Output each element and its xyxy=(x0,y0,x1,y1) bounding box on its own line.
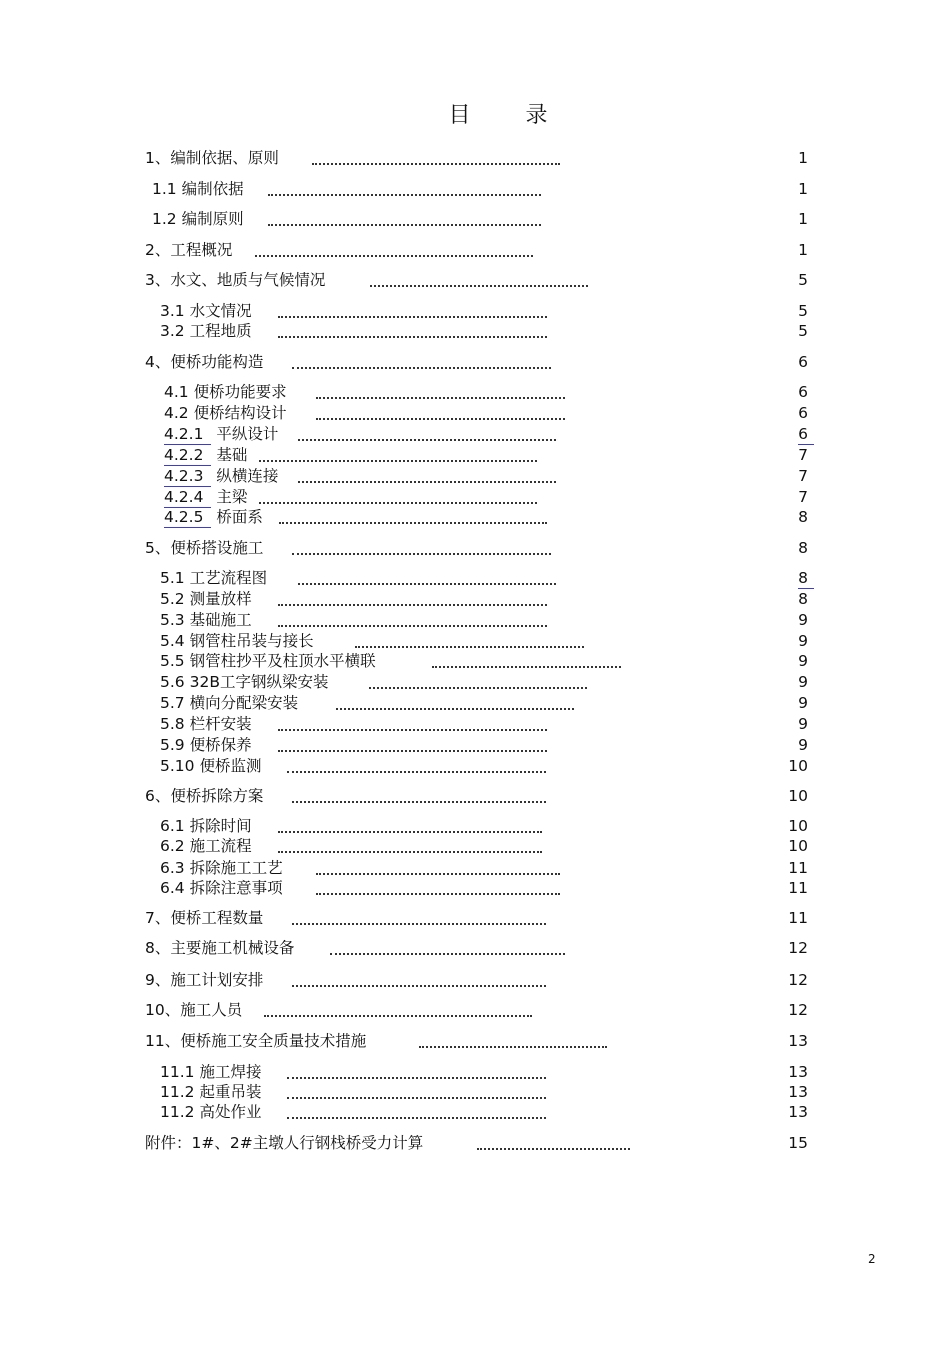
toc-entry-number: 5、 xyxy=(145,539,171,557)
toc-entry-text: 拆除时间 xyxy=(189,817,252,835)
toc-page-number: 7 xyxy=(798,467,808,485)
toc-entry-number: 4.2.3 xyxy=(164,466,211,487)
toc-entry[interactable] xyxy=(0,507,950,527)
toc-entry-text: 基础施工 xyxy=(189,611,252,629)
toc-page-number: 12 xyxy=(788,971,808,989)
toc-entry[interactable] xyxy=(0,424,950,444)
toc-entry[interactable] xyxy=(0,908,950,928)
toc-entry-label xyxy=(160,878,283,898)
toc-entry-label xyxy=(160,1062,261,1082)
toc-page-number: 12 xyxy=(788,1001,808,1019)
toc-dot-leader xyxy=(278,717,547,731)
toc-entry-label xyxy=(164,487,247,508)
toc-entry-text: 施工计划安排 xyxy=(170,971,264,989)
toc-entry-label xyxy=(145,352,263,372)
toc-page-number: 12 xyxy=(788,939,808,957)
toc-dot-leader xyxy=(292,541,551,555)
toc-dot-leader xyxy=(259,490,537,504)
toc-entry[interactable] xyxy=(0,714,950,734)
toc-page-number: 6 xyxy=(798,353,808,371)
toc-entry[interactable] xyxy=(0,878,950,898)
toc-entry-text: 便桥施工安全质量技术措施 xyxy=(180,1032,367,1050)
toc-page-number: 1 xyxy=(798,210,808,228)
toc-page-number: 9 xyxy=(798,694,808,712)
toc-page-number: 5 xyxy=(798,271,808,289)
toc-entry-text: 工程地质 xyxy=(189,322,252,340)
toc-entry[interactable] xyxy=(0,589,950,609)
toc-entry-text: 工艺流程图 xyxy=(189,569,268,587)
toc-dot-leader xyxy=(292,973,546,987)
toc-entry-text: 起重吊装 xyxy=(199,1083,262,1101)
toc-entry-label xyxy=(152,209,244,229)
toc-entry[interactable] xyxy=(0,693,950,713)
toc-entry[interactable] xyxy=(0,445,950,465)
toc-page-number: 10 xyxy=(788,837,808,855)
toc-page-number: 9 xyxy=(798,715,808,733)
toc-entry-text: 施工焊接 xyxy=(199,1063,262,1081)
toc-entry-number: 2、 xyxy=(145,241,171,259)
toc-dot-leader xyxy=(268,182,541,196)
toc-page-number: 13 xyxy=(788,1063,808,1081)
toc-entry-text: 拆除注意事项 xyxy=(189,879,283,897)
toc-page-number: 9 xyxy=(798,652,808,670)
toc-entry-label xyxy=(160,672,328,692)
toc-entry-number: 5.7 xyxy=(160,694,185,712)
toc-page-number: 10 xyxy=(788,757,808,775)
toc-entry-number: 4.2.5 xyxy=(164,507,211,528)
toc-dot-leader xyxy=(268,212,541,226)
toc-entry[interactable] xyxy=(0,786,950,806)
toc-entry[interactable] xyxy=(0,858,950,878)
toc-entry-label xyxy=(145,970,263,990)
toc-entry-text: 高处作业 xyxy=(199,1103,262,1121)
toc-entry-number: 5.5 xyxy=(160,652,185,670)
toc-page-number: 9 xyxy=(798,611,808,629)
toc-page-number: 7 xyxy=(798,488,808,506)
toc-entry-number: 11.1 xyxy=(160,1063,195,1081)
toc-entry-text: 水文、地质与气候情况 xyxy=(170,271,326,289)
toc-dot-leader xyxy=(259,448,537,462)
toc-dot-leader xyxy=(312,151,560,165)
toc-title: 目 录 xyxy=(448,103,572,128)
toc-entry-number: 6、 xyxy=(145,787,171,805)
toc-entry[interactable] xyxy=(0,466,950,486)
toc-entry[interactable] xyxy=(0,816,950,836)
toc-dot-leader xyxy=(278,738,547,752)
toc-dot-leader xyxy=(298,571,556,585)
toc-page-number: 1 xyxy=(798,180,808,198)
toc-dot-leader xyxy=(287,1085,546,1099)
toc-entry-text: 32B工字钢纵梁安装 xyxy=(189,673,329,691)
toc-entry-text: 便桥结构设计 xyxy=(193,404,287,422)
toc-dot-leader xyxy=(287,759,546,773)
toc-entry-label xyxy=(145,908,263,928)
toc-entry[interactable] xyxy=(0,756,950,776)
toc-entry-number: 3.2 xyxy=(160,322,185,340)
toc-entry-number: 4.2.2 xyxy=(164,445,211,466)
toc-entry-text: 编制依据、原则 xyxy=(170,149,279,167)
toc-page-number: 7 xyxy=(798,446,808,464)
toc-page-number: 9 xyxy=(798,736,808,754)
toc-entry-number: 10、 xyxy=(145,1001,181,1019)
toc-entry-text: 拆除施工工艺 xyxy=(189,859,283,877)
toc-page-number: 1 xyxy=(798,241,808,259)
toc-entry-label xyxy=(160,756,261,776)
toc-page-number: 8 xyxy=(798,568,814,589)
toc-entry-text: 便桥功能构造 xyxy=(170,353,264,371)
toc-page-number: 5 xyxy=(798,322,808,340)
toc-entry-text: 栏杆安装 xyxy=(189,715,252,733)
toc-dot-leader xyxy=(316,881,560,895)
toc-dot-leader xyxy=(330,941,565,955)
toc-entry-text: 便桥搭设施工 xyxy=(170,539,264,557)
toc-page-number: 11 xyxy=(788,859,808,877)
toc-dot-leader xyxy=(292,355,551,369)
toc-entry-number: 1、 xyxy=(145,149,171,167)
toc-entry[interactable] xyxy=(0,1031,950,1051)
toc-dot-leader xyxy=(355,634,584,648)
toc-dot-leader xyxy=(278,592,547,606)
toc-entry-number: 5.9 xyxy=(160,736,185,754)
toc-dot-leader xyxy=(419,1034,607,1048)
toc-entry-label xyxy=(160,651,376,671)
toc-dot-leader xyxy=(278,324,547,338)
toc-dot-leader xyxy=(287,1065,546,1079)
toc-page-number: 10 xyxy=(788,817,808,835)
toc-entry-label xyxy=(160,301,252,321)
toc-entry-number: 11.2 xyxy=(160,1083,195,1101)
toc-entry[interactable] xyxy=(0,938,950,958)
toc-entry[interactable] xyxy=(0,672,950,692)
toc-entry-text: 便桥拆除方案 xyxy=(170,787,264,805)
toc-entry-text: 便桥监测 xyxy=(199,757,262,775)
toc-page-number: 11 xyxy=(788,879,808,897)
toc-entry-label xyxy=(145,538,263,558)
toc-entry-number: 5.2 xyxy=(160,590,185,608)
toc-dot-leader xyxy=(278,819,542,833)
toc-entry-label xyxy=(145,786,263,806)
toc-entry[interactable] xyxy=(0,836,950,856)
toc-entry-text: 主梁 xyxy=(216,488,248,506)
toc-entry-number: 5.6 xyxy=(160,673,185,691)
toc-entry-label xyxy=(160,1102,261,1122)
toc-entry-label xyxy=(164,403,287,423)
toc-entry[interactable] xyxy=(0,568,950,588)
toc-entry[interactable] xyxy=(0,321,950,341)
toc-entry[interactable] xyxy=(0,1102,950,1122)
toc-page-number: 9 xyxy=(798,673,808,691)
toc-entry-label xyxy=(164,445,247,466)
toc-entry-label xyxy=(160,858,283,878)
toc-entry-text: 1#、2#主墩人行钢栈桥受力计算 xyxy=(191,1134,424,1152)
toc-dot-leader xyxy=(292,789,546,803)
toc-entry-text: 便桥工程数量 xyxy=(170,909,264,927)
toc-entry-label xyxy=(160,714,252,734)
toc-dot-leader xyxy=(287,1105,546,1119)
toc-entry-label xyxy=(160,836,252,856)
toc-entry-number: 3、 xyxy=(145,271,171,289)
toc-page-number: 8 xyxy=(798,590,808,608)
toc-entry-number: 7、 xyxy=(145,909,171,927)
toc-entry[interactable] xyxy=(0,1082,950,1102)
toc-entry[interactable] xyxy=(0,487,950,507)
toc-entry-number: 11.2 xyxy=(160,1103,195,1121)
toc-entry[interactable] xyxy=(0,538,950,558)
toc-entry-text: 水文情况 xyxy=(189,302,252,320)
toc-entry[interactable] xyxy=(0,270,950,290)
toc-entry-label xyxy=(164,507,263,528)
toc-entry-text: 纵横连接 xyxy=(216,467,279,485)
toc-entry[interactable] xyxy=(0,651,950,671)
toc-entry-text: 测量放样 xyxy=(189,590,252,608)
toc-page-number: 5 xyxy=(798,302,808,320)
toc-dot-leader xyxy=(292,911,546,925)
toc-dot-leader xyxy=(279,510,547,524)
toc-entry-label xyxy=(152,179,244,199)
toc-entry-label xyxy=(145,938,294,958)
toc-entry-text: 桥面系 xyxy=(216,508,263,526)
toc-entry-text: 施工流程 xyxy=(189,837,252,855)
toc-page-number: 1 xyxy=(798,149,808,167)
toc-entry-text: 基础 xyxy=(216,446,248,464)
toc-entry[interactable] xyxy=(0,179,950,199)
toc-page-number: 15 xyxy=(788,1134,808,1152)
toc-entry-number: 3.1 xyxy=(160,302,185,320)
toc-entry-number: 4.2.4 xyxy=(164,487,211,508)
toc-entry-text: 便桥功能要求 xyxy=(193,383,287,401)
toc-entry[interactable] xyxy=(0,209,950,229)
toc-entry[interactable] xyxy=(0,1000,950,1020)
toc-page-number: 8 xyxy=(798,508,808,526)
toc-page-number: 6 xyxy=(798,383,808,401)
toc-dot-leader xyxy=(336,696,574,710)
toc-entry-label xyxy=(160,589,252,609)
toc-entry[interactable] xyxy=(0,301,950,321)
toc-entry[interactable] xyxy=(0,735,950,755)
toc-page-number: 6 xyxy=(798,404,808,422)
toc-entry-text: 钢管柱吊装与接长 xyxy=(189,632,314,650)
toc-dot-leader xyxy=(255,243,533,257)
toc-dot-leader xyxy=(316,861,560,875)
toc-dot-leader xyxy=(264,1003,532,1017)
toc-dot-leader xyxy=(316,385,565,399)
toc-page-number: 9 xyxy=(798,632,808,650)
toc-entry-label xyxy=(145,240,232,260)
toc-entry-text: 平纵设计 xyxy=(216,425,279,443)
toc-dot-leader xyxy=(369,675,587,689)
toc-dot-leader xyxy=(298,469,556,483)
toc-dot-leader xyxy=(477,1136,630,1150)
toc-dot-leader xyxy=(316,406,565,420)
toc-page-number: 13 xyxy=(788,1032,808,1050)
toc-dot-leader xyxy=(298,427,556,441)
toc-entry-label xyxy=(160,693,298,713)
toc-entry-number: 11、 xyxy=(145,1032,181,1050)
toc-entry[interactable] xyxy=(0,631,950,651)
toc-entry[interactable] xyxy=(0,382,950,402)
toc-page-number: 13 xyxy=(788,1103,808,1121)
toc-entry-number: 6.3 xyxy=(160,859,185,877)
toc-entry-label xyxy=(145,1000,242,1020)
toc-entry-text: 工程概况 xyxy=(170,241,233,259)
toc-entry[interactable] xyxy=(0,610,950,630)
toc-entry-text: 编制依据 xyxy=(181,180,244,198)
toc-entry-label xyxy=(160,735,252,755)
toc-entry-number: 6.2 xyxy=(160,837,185,855)
toc-entry-text: 横向分配梁安装 xyxy=(189,694,299,712)
page-number: 2 xyxy=(868,1252,876,1266)
toc-entry-number: 5.8 xyxy=(160,715,185,733)
toc-entry-number: 5.1 xyxy=(160,569,185,587)
toc-entry-text: 便桥保养 xyxy=(189,736,252,754)
toc-dot-leader xyxy=(370,273,588,287)
toc-entry-text: 施工人员 xyxy=(180,1001,243,1019)
toc-page-number: 11 xyxy=(788,909,808,927)
toc-entry-label xyxy=(160,321,252,341)
toc-entry-label xyxy=(160,568,267,588)
toc-entry[interactable] xyxy=(0,352,950,372)
toc-entry-number: 附件： xyxy=(145,1134,192,1152)
toc-entry-number: 4.1 xyxy=(164,383,189,401)
toc-page-number: 10 xyxy=(788,787,808,805)
toc-entry-number: 4.2 xyxy=(164,404,189,422)
toc-entry-label xyxy=(160,610,252,630)
toc-entry-text: 钢管柱抄平及柱顶水平横联 xyxy=(189,652,376,670)
toc-dot-leader xyxy=(278,304,547,318)
toc-entry-label xyxy=(164,382,287,402)
toc-entry-number: 5.3 xyxy=(160,611,185,629)
toc-entry-text: 主要施工机械设备 xyxy=(170,939,295,957)
toc-entry-label xyxy=(145,270,325,290)
toc-entry-number: 6.4 xyxy=(160,879,185,897)
toc-entry-number: 4、 xyxy=(145,353,171,371)
toc-entry-label xyxy=(164,466,278,487)
toc-entry-number: 5.4 xyxy=(160,632,185,650)
toc-entry[interactable] xyxy=(0,1062,950,1082)
toc-entry-label xyxy=(160,816,252,836)
toc-entry-number: 1.1 xyxy=(152,180,177,198)
toc-entry-label xyxy=(160,631,314,651)
toc-entry-number: 4.2.1 xyxy=(164,424,211,445)
toc-dot-leader xyxy=(278,613,547,627)
toc-entry-text: 编制原则 xyxy=(181,210,244,228)
toc-entry[interactable] xyxy=(0,970,950,990)
toc-entry[interactable] xyxy=(0,1133,950,1153)
toc-entry-label xyxy=(145,1031,366,1051)
toc-entry-label xyxy=(145,148,279,168)
toc-entry[interactable] xyxy=(0,240,950,260)
toc-entry[interactable] xyxy=(0,148,950,168)
toc-entry-number: 8、 xyxy=(145,939,171,957)
toc-entry-number: 1.2 xyxy=(152,210,177,228)
toc-entry-number: 9、 xyxy=(145,971,171,989)
toc-page-number: 8 xyxy=(798,539,808,557)
toc-entry-label xyxy=(145,1133,423,1153)
toc-page-number: 13 xyxy=(788,1083,808,1101)
toc-entry-label xyxy=(160,1082,261,1102)
toc-dot-leader xyxy=(432,654,621,668)
toc-entry-number: 5.10 xyxy=(160,757,195,775)
toc-entry-label xyxy=(164,424,278,445)
toc-dot-leader xyxy=(278,839,542,853)
toc-entry-number: 6.1 xyxy=(160,817,185,835)
toc-page-number: 6 xyxy=(798,424,814,445)
toc-entry[interactable] xyxy=(0,403,950,423)
